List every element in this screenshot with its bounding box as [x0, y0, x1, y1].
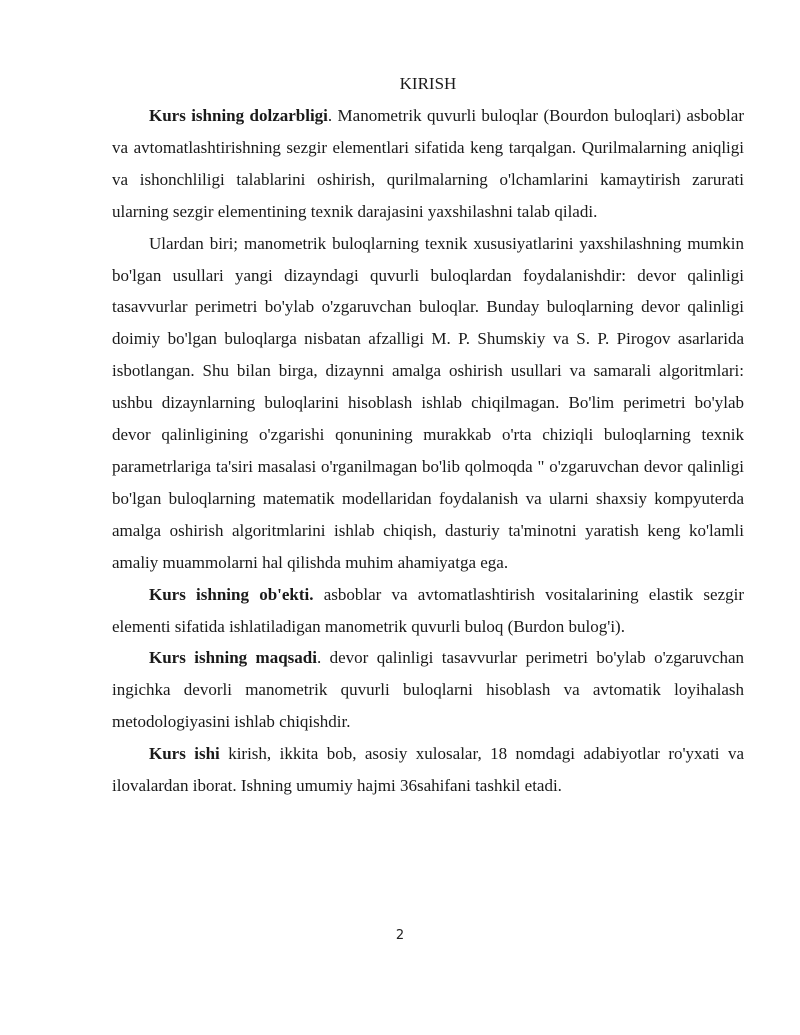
paragraph-object	[112, 579, 744, 643]
paragraph-text: Ulardan biri; manometrik buloqlarning texnik xususiyatlarini yaxshilashning mumkin bo'lgan usullari yangi dizayndagi quvurli buloqlardan foydalanishdir: devor qalinligi tasavvurlar perimetri bo'ylab o'zgaruvchan buloqlar. Bunday buloqlarning devor qalinligi doimiy bo'lgan buloqlarga nisbatan afzalligi M. P. Shumskiy va S. P. Pirogov asarlarida isbotlangan. Shu bilan birga, dizaynni amalga oshirish usullari va samarali algoritmlari: ushbu dizaynlarning buloqlarini hisoblash ishlab chiqilmagan. Bo'lim perimetri bo'ylab devor qalinligining o'zgarishi qonunining murakkab o'rta chiziqli buloqlarning texnik parametrlariga ta'siri masalasi o'rganilmagan bo'lib qolmoqda " o'zgaruvchan devor qalinligi bo'lgan buloqlarning matematik modellaridan foydalanish va ularni shaxsiy kompyuterda amalga oshirish algoritmlarini ishlab chiqish, dasturiy ta'minotni yaratish keng ko'lamli amaliy muammolarni hal qilishda muhim ahamiyatga ega.	[112, 233, 744, 572]
paragraph-text: asboblar va avtomatlashtirish vositalarining elastik sezgir elementi sifatida ishlatiladigan manometrik quvurli buloq (Burdon bulog'i).	[112, 584, 744, 636]
paragraph-goal	[112, 642, 744, 738]
paragraph-text: kirish, ikkita bob, asosiy xulosalar, 18 nomdagi adabiyotlar ro'yxati va ilovalardan iborat. Ishning umumiy hajmi 36sahifani tashkil etadi.	[112, 744, 744, 796]
document-page	[112, 68, 744, 802]
paragraph-lead: Kurs ishning dolzarbligi	[149, 106, 328, 125]
paragraph-relevance	[112, 100, 744, 228]
paragraph-text: . Manometrik quvurli buloqlar (Bourdon buloqlari) asboblar va avtomatlashtirishning sezgir elementlari sifatida keng tarqalgan. Qurilmalarning aniqligi va ishonchliligi talablarini oshirish, qurilmalarning o'lchamlarini kamaytirish zarurati ularning sezgir elementining texnik darajasini yaxshilashni talab qiladi.	[112, 106, 744, 221]
paragraph-lead: Kurs ishning ob'ekti.	[149, 584, 314, 604]
page-number: 2	[395, 928, 405, 943]
paragraph-lead: Kurs ishi	[149, 744, 220, 764]
section-title: KIRISH	[399, 74, 457, 93]
paragraph-methods	[112, 228, 744, 579]
paragraph-lead: Kurs ishning maqsadi	[149, 648, 317, 668]
paragraph-structure	[112, 738, 744, 802]
paragraph-text: . devor qalinligi tasavvurlar perimetri bo'ylab o'zgaruvchan ingichka devorli manometrik quvurli buloqlarni hisoblash va avtomatik loyihalash metodologiyasini ishlab chiqishdir.	[112, 648, 744, 732]
